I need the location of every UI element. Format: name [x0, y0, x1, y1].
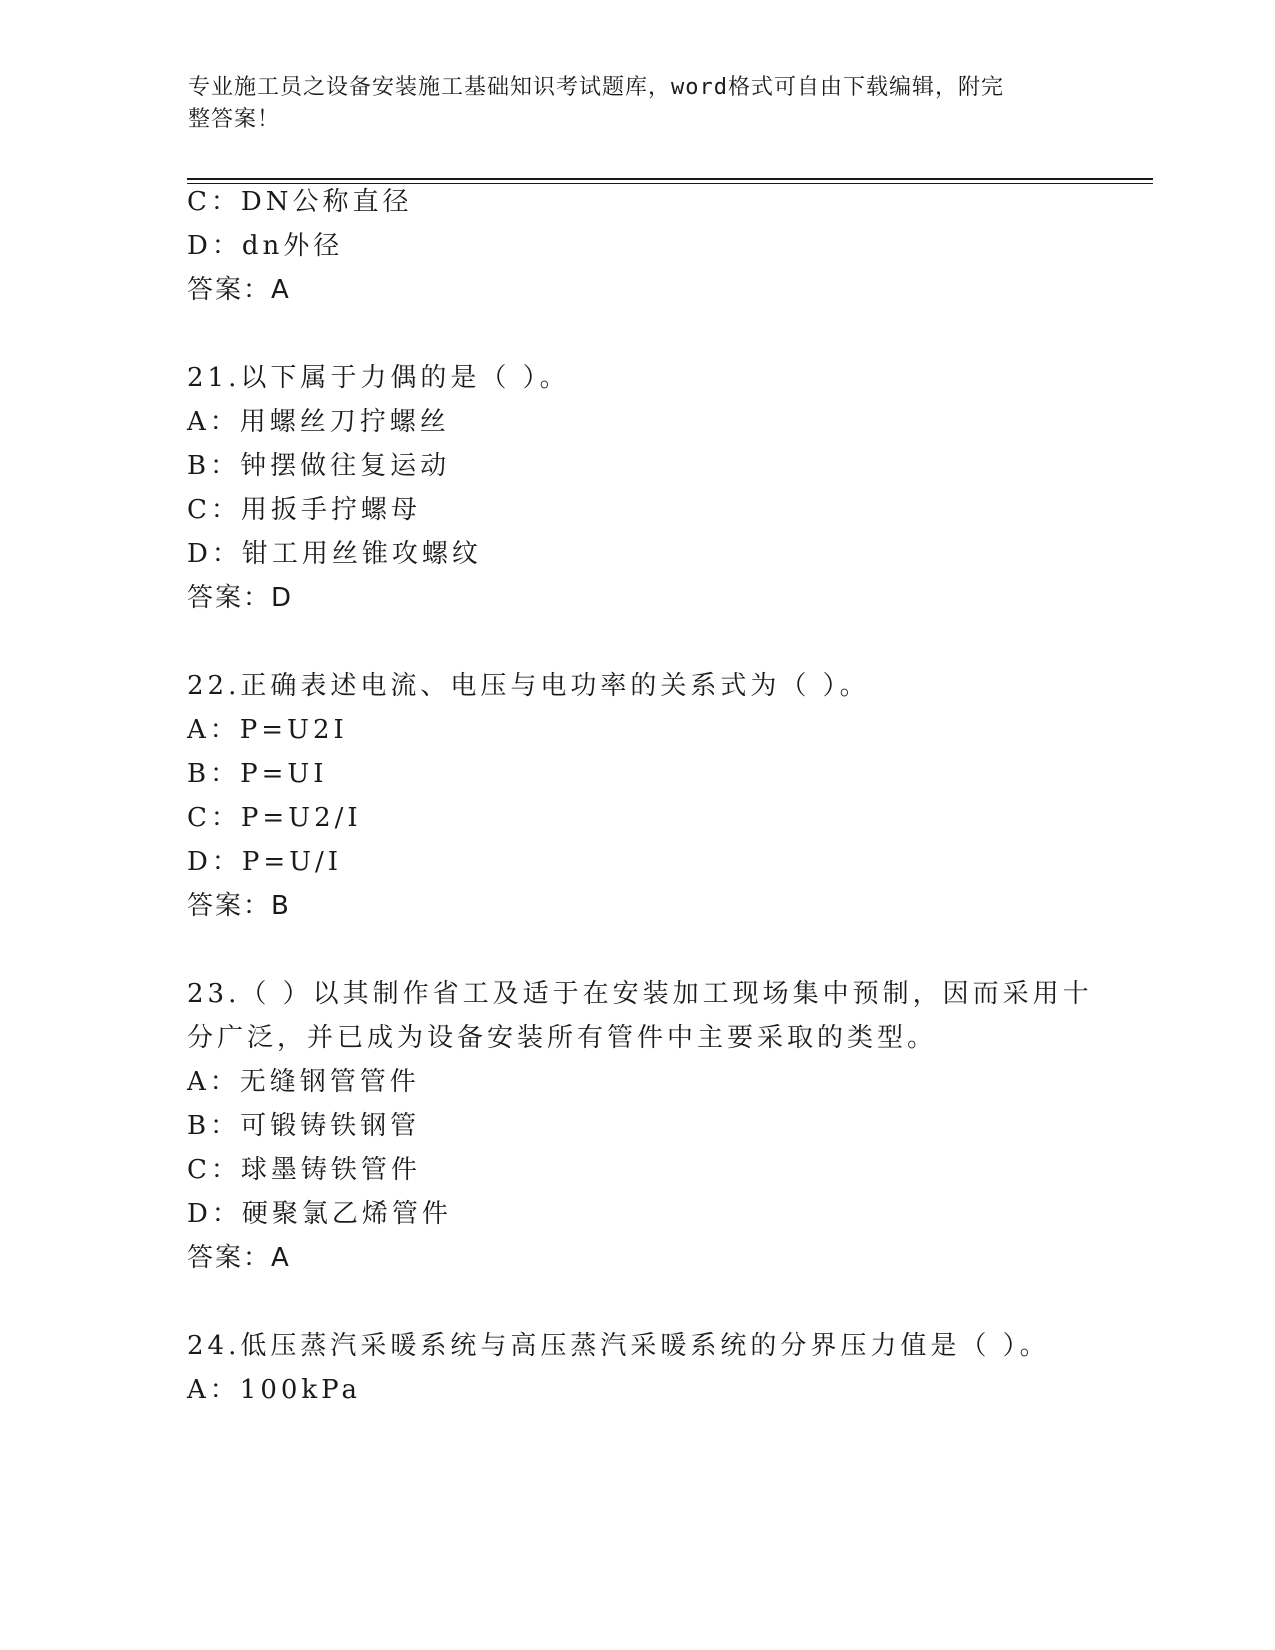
- option-c: C：用扳手拧螺母: [187, 495, 421, 525]
- header-line-2: 整答案！: [188, 107, 281, 132]
- option-c: C：P=U2/I: [187, 803, 362, 833]
- option-b: B：钟摆做往复运动: [187, 451, 451, 481]
- option-d: D：钳工用丝锥攻螺纹: [187, 539, 482, 569]
- option-c: C：DN公称直径: [187, 187, 413, 217]
- document-header: [188, 72, 1068, 136]
- option-b: B：可锻铸铁钢管: [187, 1111, 421, 1141]
- question-24: 24.低压蒸汽采暖系统与高压蒸汽采暖系统的分界压力值是（ ）。: [187, 1331, 1050, 1361]
- header-rule-thick: [187, 178, 1153, 180]
- answer: 答案：A: [187, 275, 291, 305]
- question-23: 23.（ ）以其制作省工及适于在安装加工现场集中预制，因而采用十: [187, 979, 1093, 1009]
- question-21: 21.以下属于力偶的是（ ）。: [187, 363, 570, 393]
- option-a: A：P=U2I: [187, 715, 348, 745]
- question-23-continued: 分广泛，并已成为设备安装所有管件中主要采取的类型。: [187, 1023, 938, 1053]
- option-a: A：100kPa: [187, 1375, 361, 1405]
- option-d: D：P=U/I: [187, 847, 343, 877]
- answer: 答案：D: [187, 583, 294, 613]
- option-d: D：dn外径: [187, 231, 344, 261]
- option-a: A：无缝钢管管件: [187, 1067, 420, 1097]
- answer: 答案：A: [187, 1243, 291, 1273]
- header-line-1: 专业施工员之设备安装施工基础知识考试题库，word格式可自由下载编辑，附完: [188, 75, 1004, 100]
- answer: 答案：B: [187, 891, 291, 921]
- question-22: 22.正确表述电流、电压与电功率的关系式为（ ）。: [187, 671, 870, 701]
- option-c: C：球墨铸铁管件: [187, 1155, 421, 1185]
- option-d: D：硬聚氯乙烯管件: [187, 1199, 452, 1229]
- header-rule-thin: [187, 183, 1153, 184]
- option-a: A：用螺丝刀拧螺丝: [187, 407, 450, 437]
- option-b: B：P=UI: [187, 759, 328, 789]
